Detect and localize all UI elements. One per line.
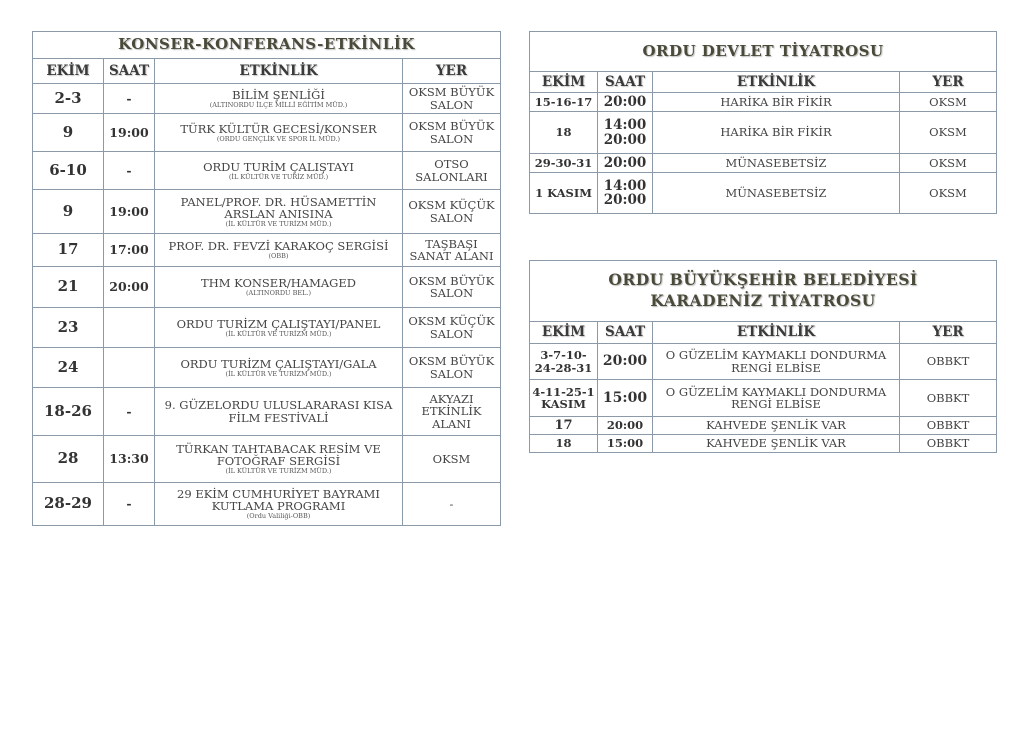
table-row xyxy=(33,267,501,308)
event-title: ORDU TURİZM ÇALIŞTAYI/GALA xyxy=(180,356,377,371)
event-organizer: (OBB) xyxy=(268,252,289,261)
event-cell: HARİKA BİR FİKİR xyxy=(653,93,900,112)
event-title: ORDU TURİZM ÇALIŞTAYI/PANEL xyxy=(176,316,381,331)
header-time: SAAT xyxy=(104,59,155,84)
venue-cell: OKSM BÜYÜK SALON xyxy=(403,114,501,152)
venue-cell: OKSM KÜÇÜK SALON xyxy=(403,190,501,234)
day-cell: 18 xyxy=(530,435,598,453)
day-cell: 15-16-17 xyxy=(530,93,598,112)
time-cell: 20:00 xyxy=(104,267,155,308)
event-organizer: (ORDU GENÇLİK VE SPOR İL MÜD.) xyxy=(216,134,341,143)
header-event: ETKİNLİK xyxy=(653,72,900,93)
event-organizer: (İL KÜLTÜR VE TURİZM MÜD.) xyxy=(225,219,332,228)
venue-cell: TAŞBAŞI SANAT ALANI xyxy=(403,234,501,267)
konser-table xyxy=(32,31,501,526)
time-cell: 20:00 xyxy=(598,93,653,112)
buyuksehir-title xyxy=(530,261,997,322)
table-row xyxy=(33,234,501,267)
table-row xyxy=(530,112,997,154)
time-second: 20:00 xyxy=(603,192,647,208)
time-cell: 19:00 xyxy=(104,190,155,234)
day-cell: 4-11-25-1 KASIM xyxy=(530,380,598,417)
venue-cell: OKSM xyxy=(900,173,997,214)
table-row xyxy=(530,93,997,112)
time-cell: - xyxy=(104,84,155,114)
event-cell xyxy=(155,308,403,348)
header-venue: YER xyxy=(900,322,997,344)
day-cell: 21 xyxy=(33,267,104,308)
time-cell: 20:00 xyxy=(598,344,653,380)
venue-cell: OKSM KÜÇÜK SALON xyxy=(403,308,501,348)
time-cell: 19:00 xyxy=(104,114,155,152)
event-title: 9. GÜZELORDU ULUSLARARASI KISA FİLM FESTİVALİ xyxy=(164,398,393,425)
venue-cell: OKSM BÜYÜK SALON xyxy=(403,267,501,308)
header-day: EKİM xyxy=(530,322,598,344)
day-cell: 28-29 xyxy=(33,483,104,526)
time-cell: 20:00 xyxy=(598,154,653,173)
time-cell: 20:00 xyxy=(598,417,653,435)
konser-title: KONSER-KONFERANS-ETKİNLİK xyxy=(33,32,501,59)
venue-cell: OBBKT xyxy=(900,417,997,435)
venue-cell: - xyxy=(403,483,501,526)
day-cell: 1 KASIM xyxy=(530,173,598,214)
venue-cell: OKSM xyxy=(403,436,501,483)
header-event: ETKİNLİK xyxy=(653,322,900,344)
table-row xyxy=(530,435,997,453)
venue-cell: AKYAZI ETKİNLİK ALANI xyxy=(403,388,501,436)
table-row xyxy=(33,152,501,190)
header-venue: YER xyxy=(403,59,501,84)
table-row xyxy=(33,308,501,348)
day-cell: 3-7-10-24-28-31 xyxy=(530,344,598,380)
time-cell: - xyxy=(104,152,155,190)
title-line-1: ORDU BÜYÜKŞEHİR BELEDİYESİ xyxy=(608,270,918,290)
header-time: SAAT xyxy=(598,322,653,344)
event-title: TÜRK KÜLTÜR GECESİ/KONSER xyxy=(180,121,377,136)
table-row xyxy=(33,436,501,483)
event-cell: O GÜZELİM KAYMAKLI DONDURMA RENGİ ELBİSE xyxy=(653,344,900,380)
table-row xyxy=(33,483,501,526)
event-cell: HARİKA BİR FİKİR xyxy=(653,112,900,154)
buyuksehir-table xyxy=(529,260,997,453)
title-line-2: KARADENİZ TİYATROSU xyxy=(650,291,876,310)
event-cell xyxy=(155,234,403,267)
day-cell: 6-10 xyxy=(33,152,104,190)
event-title: BİLİM ŞENLİĞİ xyxy=(232,87,325,102)
day-cell: 18 xyxy=(530,112,598,154)
day-cell: 17 xyxy=(530,417,598,435)
time-first: 14:00 xyxy=(603,177,647,194)
venue-cell: OKSM xyxy=(900,93,997,112)
day-cell: 18-26 xyxy=(33,388,104,436)
event-organizer: (İL KÜLTÜR VE TURİZM MÜD.) xyxy=(225,467,332,476)
event-cell xyxy=(155,388,403,436)
event-cell xyxy=(155,267,403,308)
time-cell: - xyxy=(104,388,155,436)
time-cell xyxy=(104,348,155,388)
day-cell: 28 xyxy=(33,436,104,483)
day-cell: 23 xyxy=(33,308,104,348)
venue-cell: OKSM xyxy=(900,154,997,173)
time-cell xyxy=(598,173,653,214)
event-title: TÜRKAN TAHTABACAK RESİM VE FOTOĞRAF SERGİSİ xyxy=(176,442,381,469)
event-organizer: (İL KÜLTÜR VE TURİZ MÜD.) xyxy=(228,172,329,181)
time-cell: 17:00 xyxy=(104,234,155,267)
day-cell: 9 xyxy=(33,190,104,234)
devlet-table xyxy=(529,31,997,214)
header-day: EKİM xyxy=(33,59,104,84)
event-organizer: (İL KÜLTÜR VE TURİZM MÜD.) xyxy=(225,369,332,378)
event-cell: KAHVEDE ŞENLİK VAR xyxy=(653,417,900,435)
header-event: ETKİNLİK xyxy=(155,59,403,84)
time-cell: 13:30 xyxy=(104,436,155,483)
devlet-title: ORDU DEVLET TİYATROSU xyxy=(530,32,997,72)
venue-cell: OBBKT xyxy=(900,380,997,417)
event-cell xyxy=(155,84,403,114)
event-title: PANEL/PROF. DR. HÜSAMETTİN ARSLAN ANISINA xyxy=(180,194,377,221)
event-organizer: (ALTINORDU BEL.) xyxy=(245,289,312,298)
event-cell: KAHVEDE ŞENLİK VAR xyxy=(653,435,900,453)
day-cell: 2-3 xyxy=(33,84,104,114)
venue-cell: OKSM BÜYÜK SALON xyxy=(403,84,501,114)
event-cell xyxy=(155,152,403,190)
table-row xyxy=(33,114,501,152)
venue-cell: OBBKT xyxy=(900,435,997,453)
table-row xyxy=(33,84,501,114)
table-row xyxy=(33,190,501,234)
table-row xyxy=(530,380,997,417)
event-organizer: (İL KÜLTÜR VE TURİZM MÜD.) xyxy=(225,329,332,338)
table-row xyxy=(530,154,997,173)
event-cell xyxy=(155,348,403,388)
day-cell: 9 xyxy=(33,114,104,152)
header-day: EKİM xyxy=(530,72,598,93)
day-cell: 29-30-31 xyxy=(530,154,598,173)
event-cell xyxy=(155,190,403,234)
venue-cell: OTSO SALONLARI xyxy=(403,152,501,190)
venue-cell: OBBKT xyxy=(900,344,997,380)
event-organizer: (Ordu Valiliği-OBB) xyxy=(246,512,311,521)
time-cell xyxy=(104,308,155,348)
venue-cell: OKSM BÜYÜK SALON xyxy=(403,348,501,388)
table-row xyxy=(33,388,501,436)
event-title: ORDU TURİM ÇALIŞTAYI xyxy=(203,159,354,174)
event-title: 29 EKİM CUMHURİYET BAYRAMI KUTLAMA PROGRAMI xyxy=(177,487,380,514)
event-title: THM KONSER/HAMAGED xyxy=(201,276,356,291)
table-row xyxy=(530,173,997,214)
table-row xyxy=(33,348,501,388)
time-second: 20:00 xyxy=(603,131,647,148)
event-title: PROF. DR. FEVZİ KARAKOÇ SERGİSİ xyxy=(168,239,389,254)
event-organizer: (ALTINORDU İLÇE MİLLİ EĞİTİM MÜD.) xyxy=(209,100,348,109)
event-cell xyxy=(155,436,403,483)
time-cell xyxy=(598,112,653,154)
event-cell xyxy=(155,114,403,152)
event-cell: MÜNASEBETSİZ xyxy=(653,173,900,214)
event-cell xyxy=(155,483,403,526)
header-venue: YER xyxy=(900,72,997,93)
time-cell: 15:00 xyxy=(598,380,653,417)
table-row xyxy=(530,417,997,435)
event-cell: O GÜZELİM KAYMAKLI DONDURMA RENGİ ELBİSE xyxy=(653,380,900,417)
time-first: 14:00 xyxy=(603,117,647,134)
table-row xyxy=(530,344,997,380)
venue-cell: OKSM xyxy=(900,112,997,154)
day-cell: 24 xyxy=(33,348,104,388)
time-cell: 15:00 xyxy=(598,435,653,453)
day-cell: 17 xyxy=(33,234,104,267)
header-time: SAAT xyxy=(598,72,653,93)
time-cell: - xyxy=(104,483,155,526)
event-cell: MÜNASEBETSİZ xyxy=(653,154,900,173)
